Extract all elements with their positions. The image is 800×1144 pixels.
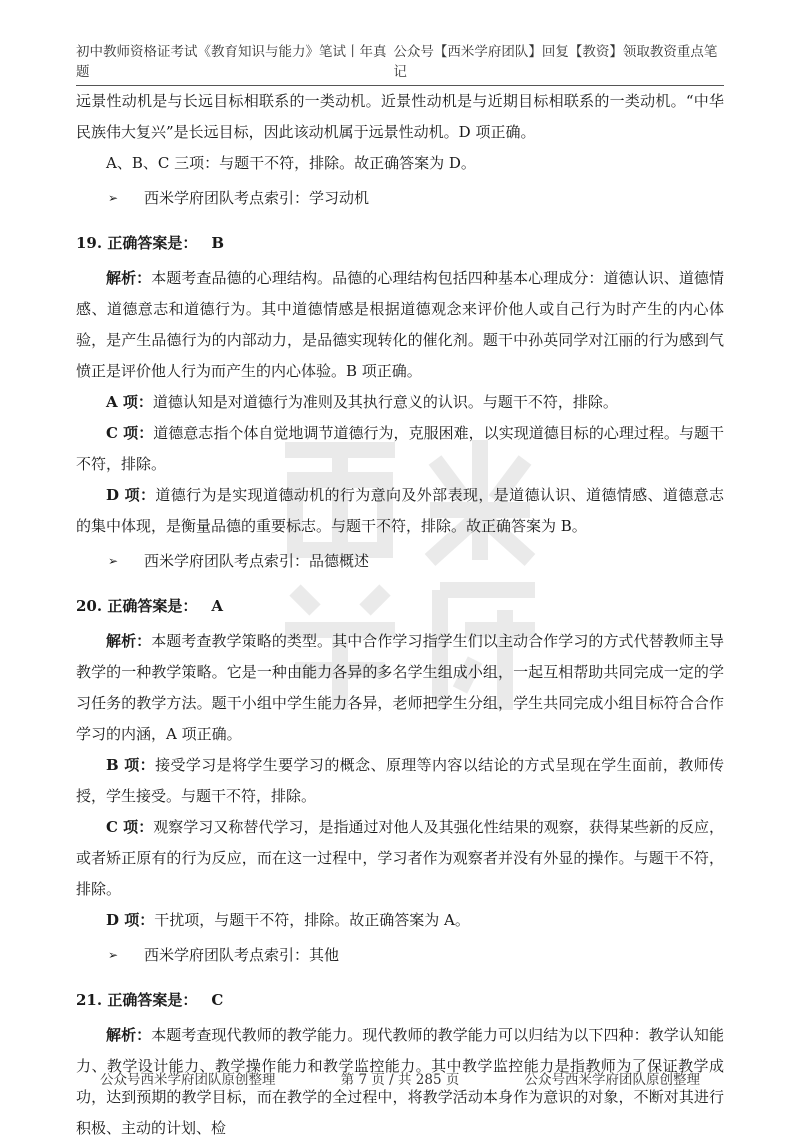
index-text: 西米学府团队考点索引：学习动机 (144, 189, 370, 207)
option-paragraph (76, 750, 724, 812)
option-paragraph (76, 387, 724, 418)
option-text: 道德意志指个体自觉地调节道德行为，克服困难，以实现道德目标的心理过程。与题干不符，排除。 (76, 424, 724, 473)
footer-right-text: 公众号西米学府团队原创整理 (524, 1072, 700, 1088)
option-label: D 项： (106, 911, 155, 929)
arrow-bullet-icon: ➢ (108, 554, 119, 568)
option-label: B 项： (106, 756, 156, 774)
answer-letter: C (211, 991, 224, 1009)
page-header (76, 40, 724, 86)
option-paragraph (76, 418, 724, 480)
option-text: 接受学习是将学生要学习的概念、原理等内容以结论的方式呈现在学生面前，教师传授，学生接受。与题干不符，排除。 (76, 756, 724, 805)
page-footer (100, 1068, 700, 1088)
option-label: D 项： (106, 486, 156, 504)
option-text: 道德认知是对道德行为准则及其执行意义的认识。与题干不符，排除。 (152, 393, 618, 411)
header-right-text: 公众号【西米学府团队】回复【教资】领取教资重点笔记 (393, 44, 718, 80)
option-label: A 项： (106, 393, 153, 411)
question-heading (76, 228, 724, 259)
option-paragraph (76, 480, 724, 542)
analysis-text: 本题考查教学策略的类型。其中合作学习指学生们以主动合作学习的方式代替教师主导教学的一种教学策略。它是一种由能力各异的多名学生组成小组，一起互相帮助共同完成一定的学习任务的教学方法。题干小组中学生能力各异，老师把学生分组，学生共同完成小组目标符合合作学习的内涵，A 项正确。 (76, 632, 724, 743)
arrow-bullet-icon: ➢ (108, 191, 119, 205)
question-heading (76, 591, 724, 622)
index-bullet (76, 183, 724, 214)
analysis-text: 本题考查品德的心理结构。品德的心理结构包括四种基本心理成分：道德认识、道德情感、道德意志和道德行为。其中道德情感是根据道德观念来评价他人或自己行为时产生的内心体验，是产生品德行为的内部动力，是品德实现转化的催化剂。题干中孙英同学对江丽的行为感到气愤正是评价他人行为而产生的内心体验。B 项正确。 (76, 269, 724, 380)
analysis-paragraph (76, 626, 724, 750)
option-paragraph (76, 812, 724, 905)
question-title: 21. 正确答案是： (76, 991, 198, 1009)
question-title: 20. 正确答案是： (76, 597, 198, 615)
header-left-text: 初中教师资格证考试《教育知识与能力》笔试丨年真题 (76, 44, 387, 80)
option-text: 观察学习又称替代学习，是指通过对他人及其强化性结果的观察，获得某些新的反应，或者矫正原有的行为反应，而在这一过程中，学习者作为观察者并没有外显的操作。与题干不符，排除。 (76, 818, 724, 898)
index-bullet (76, 546, 724, 577)
option-paragraph (76, 905, 724, 936)
page-content (76, 86, 724, 1144)
question-title: 19. 正确答案是： (76, 234, 198, 252)
answer-letter: B (211, 234, 225, 252)
question-heading (76, 985, 724, 1016)
analysis-label: 解析： (106, 1026, 152, 1044)
option-label: C 项： (106, 424, 154, 442)
index-bullet (76, 940, 724, 971)
footer-left-text: 公众号西米学府团队原创整理 (100, 1072, 276, 1088)
answer-letter: A (211, 597, 223, 615)
page-number: 第 7 页 / 共 285 页 (340, 1072, 460, 1088)
analysis-paragraph (76, 263, 724, 387)
option-text: 干扰项，与题干不符，排除。故正确答案为 A。 (154, 911, 470, 929)
analysis-label: 解析： (106, 632, 152, 650)
arrow-bullet-icon: ➢ (108, 948, 119, 962)
option-label: C 项： (106, 818, 154, 836)
paragraph: A、B、C 三项：与题干不符，排除。故正确答案为 D。 (106, 154, 476, 172)
index-text: 西米学府团队考点索引：品德概述 (144, 552, 370, 570)
analysis-text: 本题考查现代教师的教学能力。现代教师的教学能力可以归结为以下四种：教学认知能力、教学设计能力、教学操作能力和教学监控能力。其中教学监控能力是指教师为了保证教学成功，达到预期的教学目标，而在教学的全过程中，将教学活动本身作为意识的对象，不断对其进行积极、主动的计划、检 (76, 1026, 724, 1137)
analysis-label: 解析： (106, 269, 152, 287)
index-text: 西米学府团队考点索引：其他 (144, 946, 340, 964)
option-text: 道德行为是实现道德动机的行为意向及外部表现，是道德认识、道德情感、道德意志的集中体现，是衡量品德的重要标志。与题干不符，排除。故正确答案为 B。 (76, 486, 724, 535)
paragraph: 远景性动机是与长远目标相联系的一类动机。近景性动机是与近期目标相联系的一类动机。“中华民族伟大复兴”是长远目标，因此该动机属于远景性动机。D 项正确。 (76, 92, 724, 141)
